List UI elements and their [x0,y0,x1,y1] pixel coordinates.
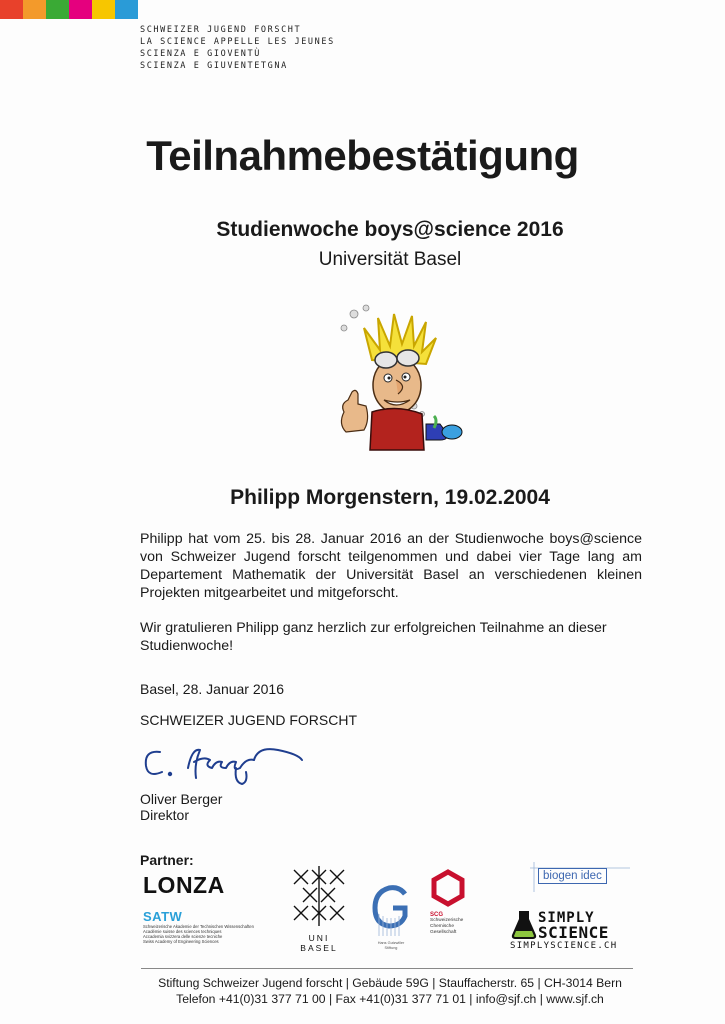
footer-contact-line: Telefon +41(0)31 377 71 00 | Fax +41(0)31 377 71 01 | info@sjf.ch | www.sjf.ch [176,992,604,1006]
gutzwiller-line: Hans Gutzwiller [377,941,405,945]
gutzwiller-caption [371,941,411,951]
participation-paragraph: Philipp hat vom 25. bis 28. Januar 2016 an der Studienwoche boys@science von Schweizer Jugend forscht teilgenommen und dabei vier Tage lang am Departement Mathematik der Universität Basel an verschiedenen kleinen Projekten mitgearbeitet und mitgeforscht. [140,531,642,601]
org-name-it: SCIENZA E GIOVENTÙ [140,49,261,59]
org-name-fr: LA SCIENCE APPELLE LES JEUNES [140,37,335,47]
footer-divider [141,968,633,969]
satw-logo [143,909,293,944]
uni-basel-wordmark [286,933,352,953]
scg-logo [430,869,485,951]
certificate-title: Teilnahmebestätigung [146,132,579,179]
scg-line: Schweizerische [430,918,464,923]
scg-name [430,918,485,936]
uni-basel-emblem-icon [286,864,352,928]
org-names [140,24,335,72]
satw-line: Swiss Academy of Engineering Sciences [143,939,219,944]
satw-line: Académie suisse des sciences techniques [143,929,222,934]
signer-block [140,791,222,823]
footer-address [0,975,725,1007]
simply-text: SIMPLY [538,910,595,926]
color-swatch [92,0,115,19]
place-date: Basel, 28. Januar 2016 [140,681,284,697]
scg-line: Gesellschaft [430,930,457,935]
color-swatch [46,0,69,19]
science-text: SCIENCE [538,923,609,942]
signer-title: Direktor [140,807,190,823]
gutzwiller-stiftung-logo [371,884,411,950]
org-name-de: SCHWEIZER JUGEND FORSCHT [140,25,302,35]
scg-hexagon-icon [430,869,466,907]
issuing-organization: SCHWEIZER JUGEND FORSCHT [140,712,357,728]
university-name: Universität Basel [318,249,462,270]
gutzwiller-g-icon [371,884,411,936]
signer-name: Oliver Berger [140,791,223,807]
event-subtitle: Studienwoche boys@science 2016 [216,218,564,241]
scg-line: Chemische [430,924,454,929]
uni-text: UNI [308,933,330,943]
simply-science-logo [508,907,623,952]
certificate-body [140,530,642,655]
scg-abbreviation: SCG [430,912,444,918]
scientist-mascot-illustration [322,300,472,460]
congratulation-paragraph: Wir gratulieren Philipp ganz herzlich zur erfolgreichen Teilnahme an dieser Studienwoche! [140,620,607,654]
color-swatch [69,0,92,19]
org-name-rm: SCIENZA E GIUVENTETGNA [140,61,288,71]
brand-color-bar [0,0,138,19]
footer-address-line: Stiftung Schweizer Jugend forscht | Gebäude 59G | Stauffacherstr. 65 | CH-3014 Bern [158,976,622,990]
satw-name: SATW [143,909,183,924]
color-swatch [0,0,23,19]
lonza-logo: LONZA [143,872,225,898]
satw-description [143,924,293,944]
simplyscience-url: SIMPLYSCIENCE.CH [510,941,618,951]
color-swatch [115,0,138,19]
flask-icon [510,909,538,941]
participant-name-dob: Philipp Morgenstern, 19.02.2004 [230,486,550,509]
basel-text: BASEL [300,943,338,953]
partners-heading: Partner: [140,852,194,868]
uni-basel-logo [286,864,352,954]
satw-line: Accademia svizzera delle scienze tecniche [143,934,223,939]
biogen-idec-logo [528,860,632,894]
biogen-wordmark: biogen idec [538,868,607,884]
gutzwiller-line: Stiftung [384,946,398,950]
handwritten-signature [138,738,308,788]
satw-line: Schweizerische Akademie der Technischen Wissenschaften [143,924,254,929]
color-swatch [23,0,46,19]
